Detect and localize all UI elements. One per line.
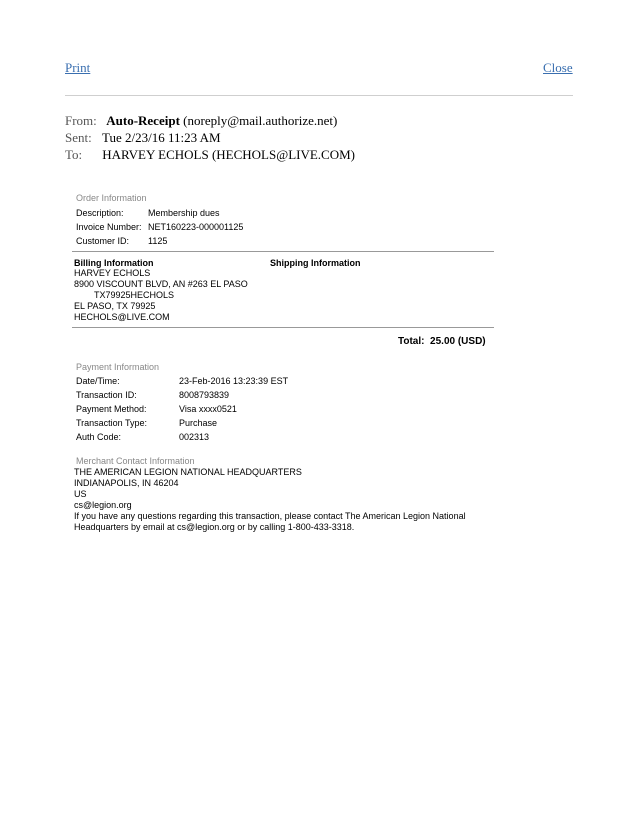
print-link[interactable]: Print bbox=[65, 60, 91, 75]
billing-line: HARVEY ECHOLS bbox=[74, 268, 151, 278]
total-value: 25.00 (USD) bbox=[430, 336, 486, 347]
merchant-line: Headquarters by email at cs@legion.org or by calling 1-800-433-3318. bbox=[74, 522, 355, 532]
merchant-line: THE AMERICAN LEGION NATIONAL HEADQUARTERS bbox=[74, 467, 302, 477]
order-info-title: Order Information bbox=[76, 193, 147, 203]
header-divider bbox=[65, 95, 573, 96]
to-label: To: bbox=[65, 147, 83, 162]
payment-value: 8008793839 bbox=[179, 390, 230, 400]
shipping-title: Shipping Information bbox=[270, 258, 361, 268]
payment-label: Transaction Type: bbox=[76, 418, 148, 428]
total-line bbox=[398, 336, 486, 347]
payment-row-method bbox=[76, 404, 237, 414]
payment-label: Date/Time: bbox=[76, 376, 120, 386]
payment-row-transaction-id bbox=[76, 390, 229, 400]
close-link[interactable]: Close bbox=[543, 60, 573, 75]
order-value: 1125 bbox=[148, 236, 168, 246]
order-divider bbox=[72, 251, 494, 252]
merchant-info-title: Merchant Contact Information bbox=[76, 456, 195, 466]
total-label: Total: bbox=[398, 336, 425, 347]
payment-label: Payment Method: bbox=[76, 404, 147, 414]
to-line bbox=[65, 146, 355, 164]
order-row-description bbox=[76, 208, 220, 218]
billing-line: TX79925HECHOLS bbox=[94, 290, 175, 300]
payment-row-auth-code bbox=[76, 432, 209, 442]
payment-row-type bbox=[76, 418, 217, 428]
to-value: HARVEY ECHOLS (HECHOLS@LIVE.COM) bbox=[102, 147, 355, 162]
order-label: Invoice Number: bbox=[76, 222, 142, 232]
order-row-customer-id bbox=[76, 236, 167, 246]
from-label: From: bbox=[65, 113, 97, 128]
order-label: Description: bbox=[76, 208, 124, 218]
payment-info-title: Payment Information bbox=[76, 362, 160, 372]
billing-line: EL PASO, TX 79925 bbox=[74, 301, 156, 311]
from-email: (noreply@mail.authorize.net) bbox=[183, 113, 338, 128]
payment-value: 23-Feb-2016 13:23:39 EST bbox=[179, 376, 289, 386]
order-value: Membership dues bbox=[148, 208, 220, 218]
billing-line: 8900 VISCOUNT BLVD, AN #263 EL PASO bbox=[74, 279, 248, 289]
billing-line: HECHOLS@LIVE.COM bbox=[74, 312, 170, 322]
merchant-line: US bbox=[74, 489, 87, 499]
billing-title: Billing Information bbox=[74, 258, 154, 268]
order-row-invoice bbox=[76, 222, 243, 232]
payment-label: Auth Code: bbox=[76, 432, 122, 442]
order-label: Customer ID: bbox=[76, 236, 130, 246]
payment-value: Purchase bbox=[179, 418, 218, 428]
from-line bbox=[65, 112, 337, 130]
payment-row-datetime bbox=[76, 376, 288, 386]
merchant-line: INDIANAPOLIS, IN 46204 bbox=[74, 478, 179, 488]
sent-value: Tue 2/23/16 11:23 AM bbox=[102, 130, 221, 145]
sent-line bbox=[65, 129, 221, 147]
merchant-email: cs@legion.org bbox=[74, 500, 132, 510]
from-name: Auto-Receipt bbox=[106, 113, 180, 128]
payment-value: 002313 bbox=[179, 432, 210, 442]
payment-label: Transaction ID: bbox=[76, 390, 137, 400]
sent-label: Sent: bbox=[65, 130, 92, 145]
merchant-line: If you have any questions regarding this transaction, please contact The American Legion National bbox=[74, 511, 466, 521]
billing-divider bbox=[72, 327, 494, 328]
payment-value: Visa xxxx0521 bbox=[179, 404, 237, 414]
order-value: NET160223-000001125 bbox=[148, 222, 244, 232]
